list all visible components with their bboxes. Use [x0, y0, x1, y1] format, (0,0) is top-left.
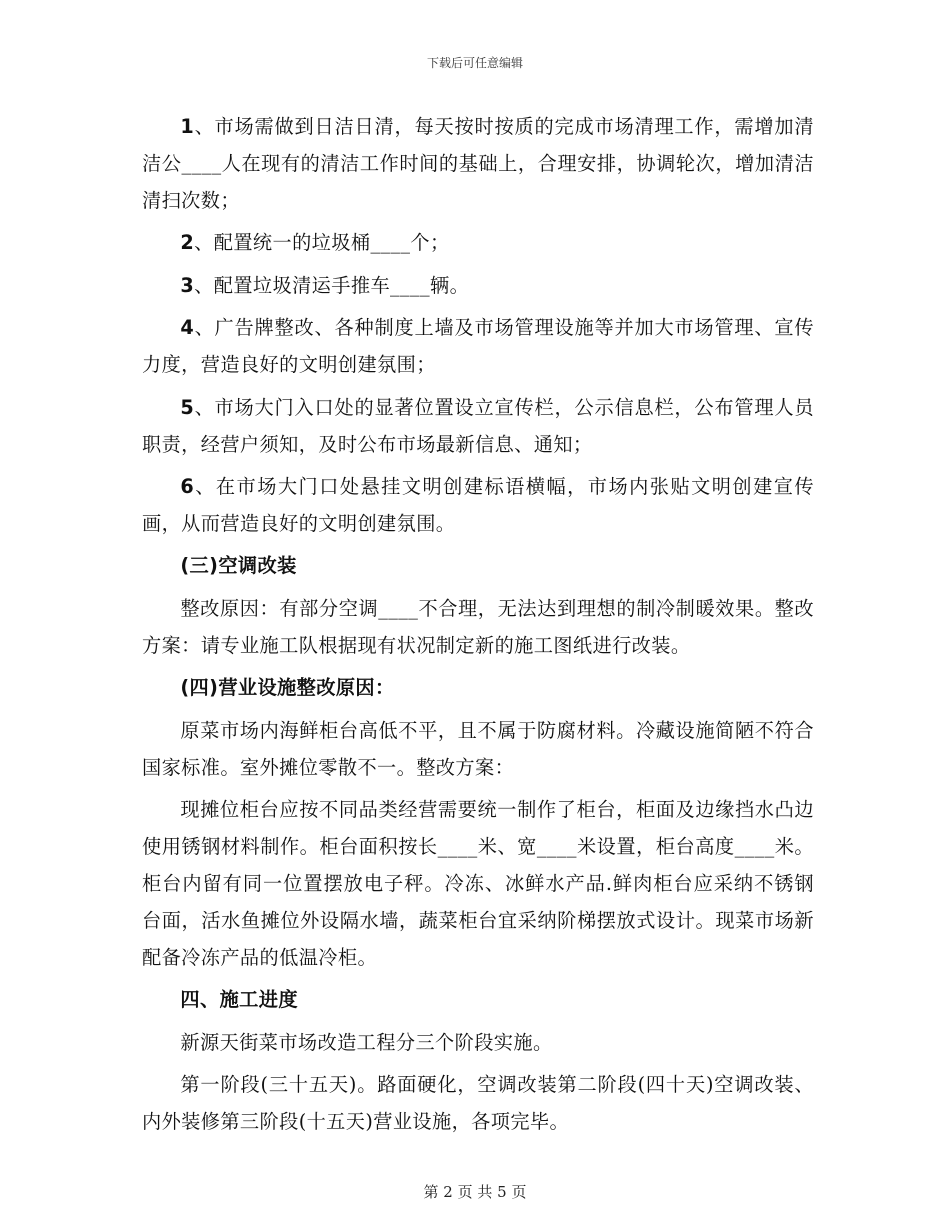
section-heading-progress: 四、施工进度	[180, 988, 298, 1012]
list-number: 2	[180, 231, 195, 255]
list-item-6	[142, 468, 814, 542]
section-body-facilities-2: 现摊位柜台应按不同品类经营需要统一制作了柜台，柜面及边缘挡水凸边使用锈钢材料制作。柜台面积按长____米、宽____米设置，柜台高度____米。柜台内留有同一位置摆放电子秤。冷冻、冰鲜水产品.鲜肉柜台应采纳不锈钢台面，活水鱼摊位外设隔水墙，蔬菜柜台宜采纳阶梯摆放式设计。现菜市场新配备冷冻产品的低温冷柜。	[142, 797, 814, 969]
list-number: 4	[180, 316, 195, 340]
list-item-text: 、配置垃圾清运手推车____辆。	[194, 273, 470, 297]
list-number: 1	[180, 115, 195, 138]
list-item-5	[142, 389, 814, 463]
list-number: 5	[180, 395, 195, 419]
document-body	[142, 108, 814, 1145]
list-item-text: 、市场需做到日洁日清，每天按时按质的完成市场清理工作，需增加清洁公____人在现有的清洁工作时间的基础上，合理安排，协调轮次，增加清洁清扫次数；	[142, 115, 814, 212]
list-item-3	[142, 267, 814, 304]
section-heading-facilities: (四)营业设施整改原因：	[180, 676, 395, 700]
page-footer: 第 2 页 共 5 页	[423, 1183, 527, 1201]
section-body-progress-2: 第一阶段(三十五天)。路面硬化，空调改装第二阶段(四十天)空调改装、内外装修第三阶段(十五天)营业设施，各项完毕。	[142, 1073, 814, 1134]
list-item-1	[142, 108, 814, 219]
section-body-ac: 整改原因：有部分空调____不合理，无法达到理想的制冷制暖效果。整改方案：请专业施工队根据现有状况制定新的施工图纸进行改装。	[142, 596, 814, 657]
list-number: 6	[180, 474, 195, 498]
list-number: 3	[180, 273, 195, 297]
page-header: 下载后可任意编辑	[426, 56, 523, 70]
section-body-progress-1: 新源天街菜市场改造工程分三个阶段实施。	[180, 1030, 553, 1054]
list-item-4	[142, 309, 814, 383]
list-item-2	[142, 224, 814, 261]
list-item-text: 、在市场大门口处悬挂文明创建标语横幅，市场内张贴文明创建宣传画，从而营造良好的文明创建氛围。	[142, 474, 814, 535]
section-body-facilities-1: 原菜市场内海鲜柜台高低不平，且不属于防腐材料。冷藏设施简陋不符合国家标准。室外摊位零散不一。整改方案：	[142, 718, 814, 779]
list-item-text: 、广告牌整改、各种制度上墙及市场管理设施等并加大市场管理、宣传力度，营造良好的文明创建氛围；	[142, 316, 814, 377]
section-heading-ac: (三)空调改装	[180, 554, 297, 578]
list-item-text: 、市场大门入口处的显著位置设立宣传栏，公示信息栏，公布管理人员职责，经营户须知，及时公布市场最新信息、通知；	[142, 395, 814, 456]
list-item-text: 、配置统一的垃圾桶____个；	[194, 231, 450, 255]
